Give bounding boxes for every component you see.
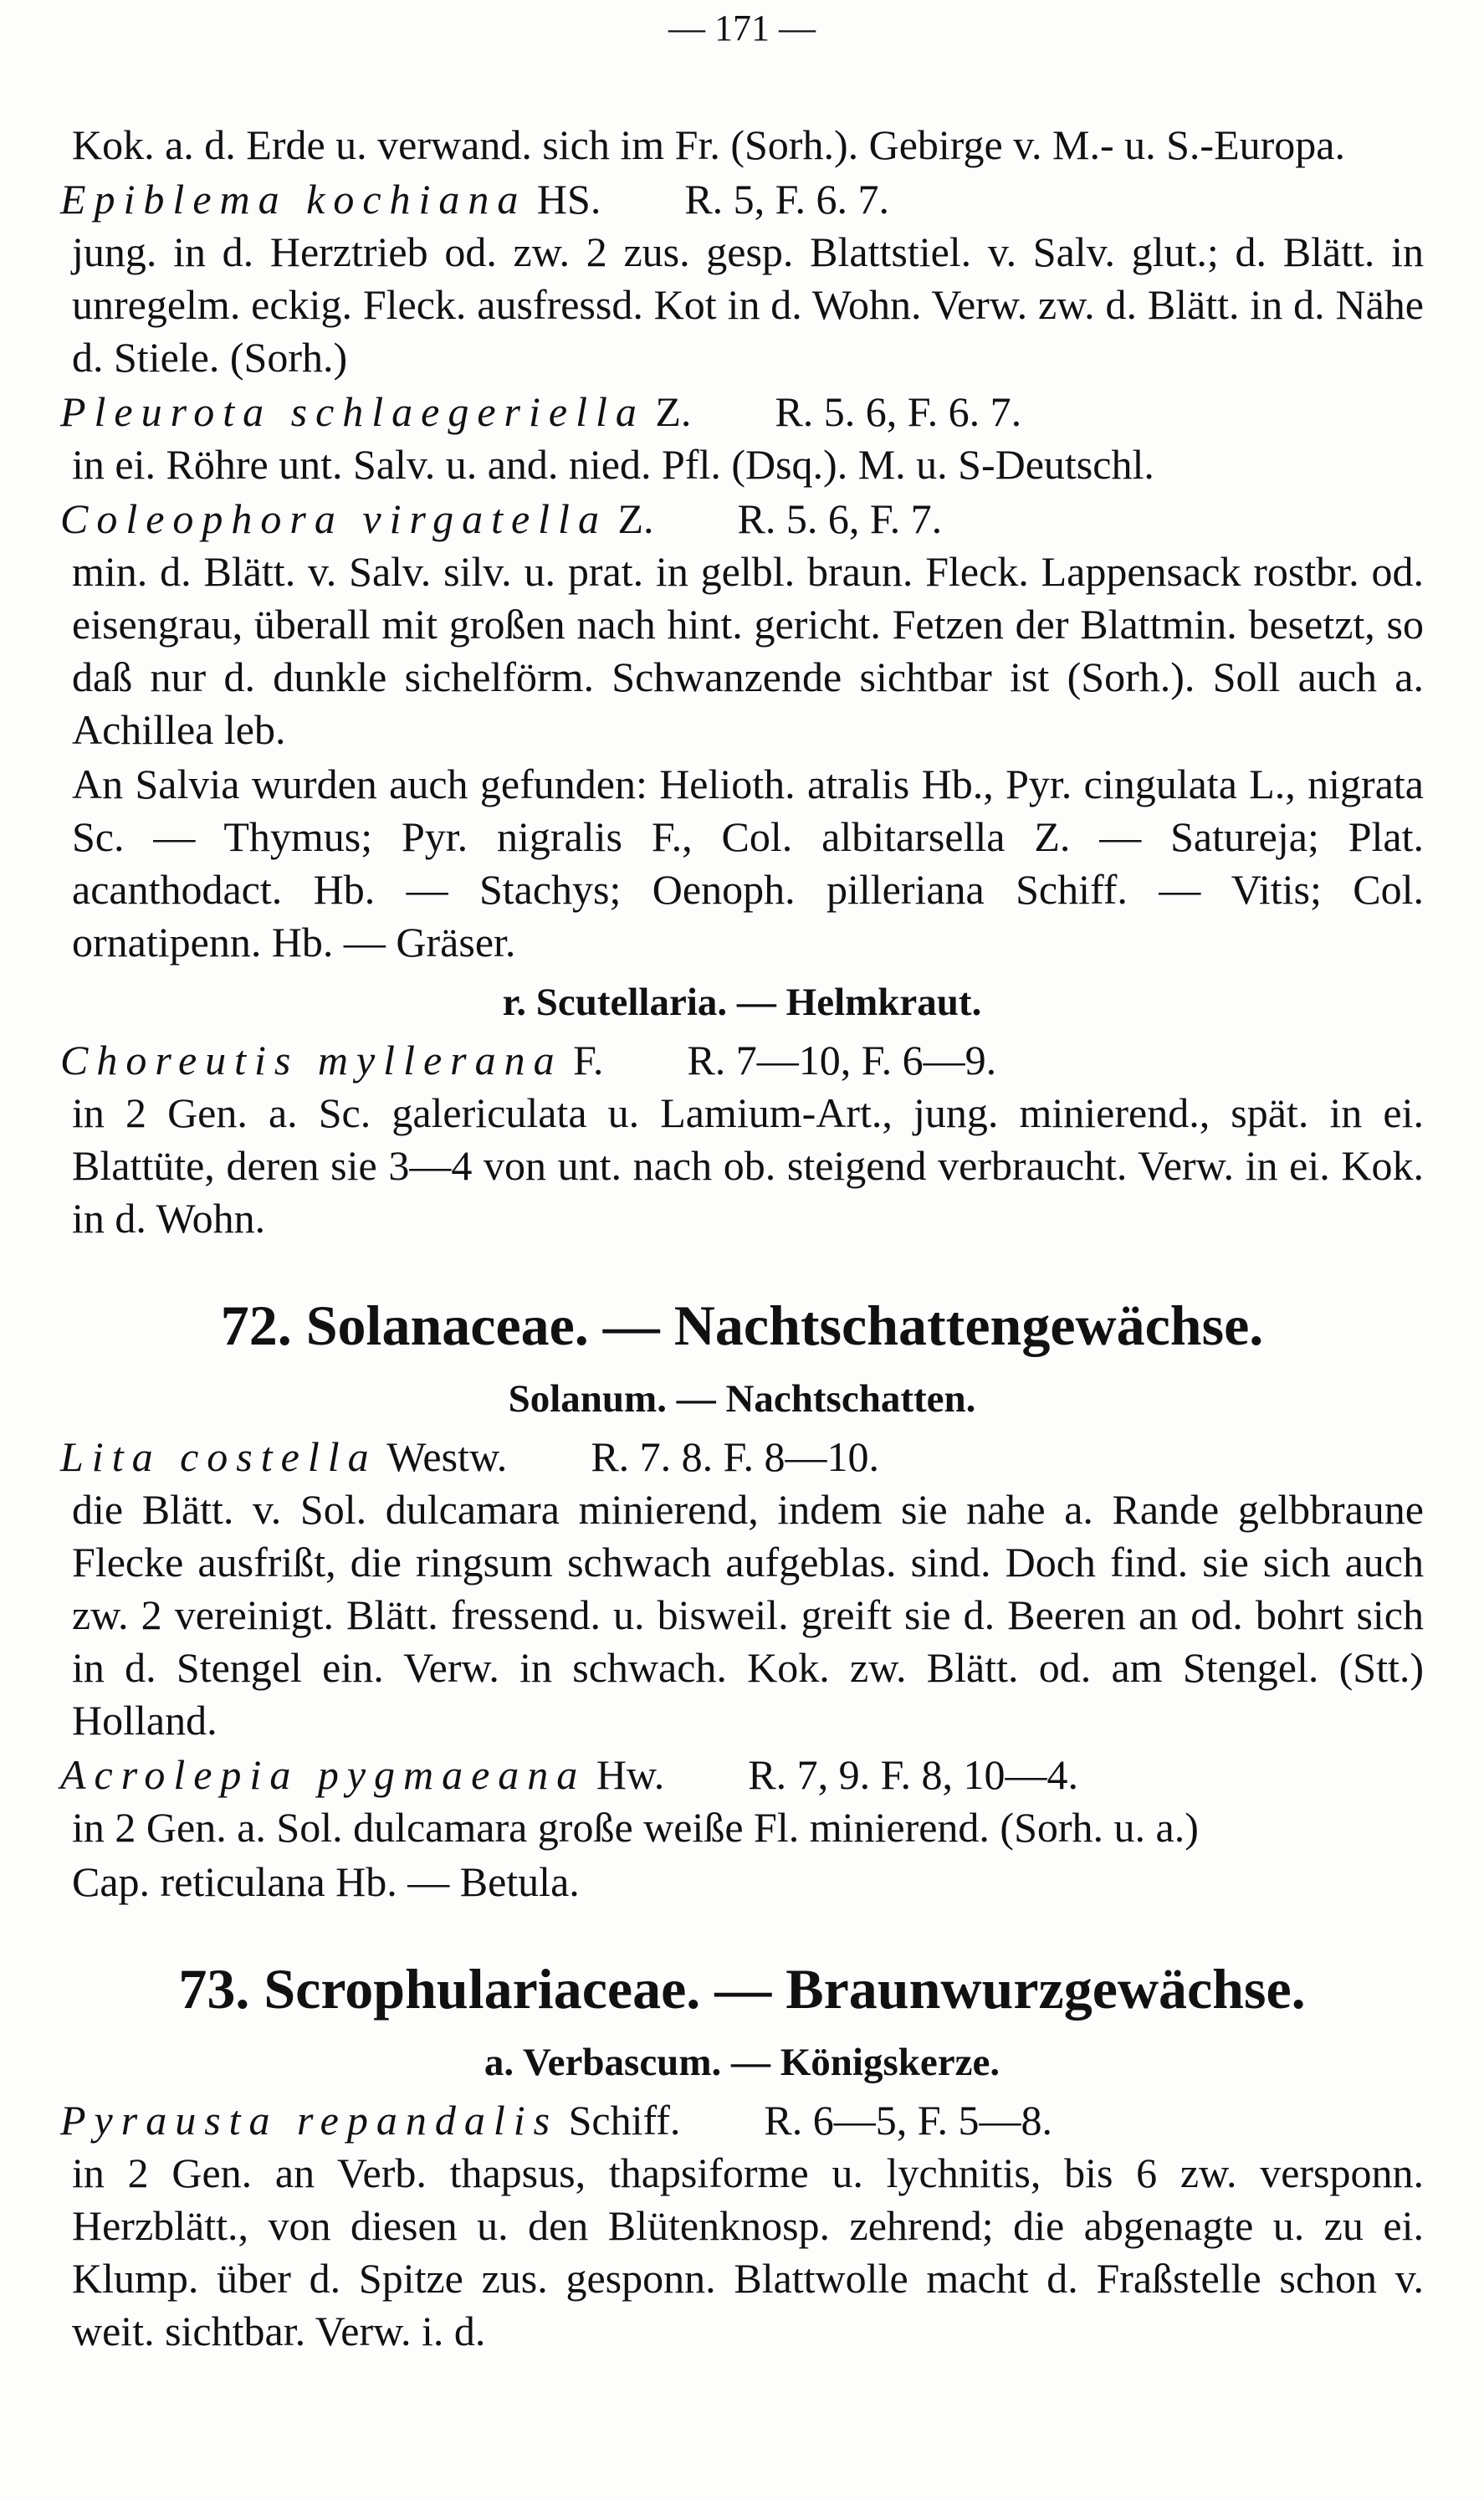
text-body xyxy=(60,117,1424,2358)
species-name: Acrolepia pygmaeana xyxy=(60,1751,586,1798)
species-entry xyxy=(60,493,1424,756)
entry-header xyxy=(60,173,1424,226)
species-entry xyxy=(60,386,1424,491)
species-author: Hw. xyxy=(596,1751,665,1798)
section-heading: 72. Solanaceae. — Nachtschattengewächse. xyxy=(220,1294,1264,1357)
entry-header xyxy=(60,1034,1424,1087)
species-entry xyxy=(60,2094,1424,2358)
body-paragraph: Kok. a. d. Erde u. verwand. sich im Fr. (Sorh.). Gebirge v. M.- u. S.-Europa. xyxy=(72,121,1345,168)
species-name: Coleophora virgatella xyxy=(60,495,607,542)
species-author: Z. xyxy=(655,388,692,435)
section-heading: 73. Scrophulariaceae. — Braunwurzgewächse. xyxy=(178,1957,1306,2021)
species-name: Lita costella xyxy=(60,1433,377,1480)
entry-header xyxy=(60,1431,1424,1483)
body-paragraph: An Salvia wurden auch gefunden: Helioth. atralis Hb., Pyr. cingulata L., nigrata Sc. — Thymus; Pyr. nigralis F., Col. albitarsella Z. — Satureja; Plat. acanthodact. Hb. — Stachys; Oenoph. pilleriana Schiff. — Vitis; Col. ornatipenn. Hb. — Gräser. xyxy=(72,761,1424,966)
species-name: Choreutis myllerana xyxy=(60,1037,563,1084)
entry-description: die Blätt. v. Sol. dulcamara minierend, indem sie nahe a. Rande gelbbraune Flecke ausfrißt, die ringsum schwach aufgeblas. sind. Doch find. sie sich auch zw. 2 vereinigt. Blätt. fressend. u. bisweil. greift sie d. Beeren an od. bohrt sich in d. Stengel ein. Verw. in schwach. Kok. zw. Blätt. od. am Stengel. (Stt.) Holland. xyxy=(72,1486,1424,1744)
entry-header xyxy=(60,1749,1424,1801)
species-author: Schiff. xyxy=(568,2097,681,2144)
species-entry xyxy=(60,1749,1424,1854)
species-name: Pleurota schlaegeriella xyxy=(60,388,645,435)
entry-description: in 2 Gen. an Verb. thapsus, thapsiforme u. lychnitis, bis 6 zw. versponn. Herzblätt., von diesen u. den Blütenknosp. zehrend; die abgenagte u. zu ei. Klump. über d. Spitze zus. gesponn. Blattwolle macht d. Fraßstelle schon v. weit. sichtbar. Verw. i. d. xyxy=(72,2149,1424,2354)
body-paragraph: Cap. reticulana Hb. — Betula. xyxy=(72,1858,580,1905)
entry-description: min. d. Blätt. v. Salv. silv. u. prat. in gelbl. braun. Fleck. Lappensack rostbr. od. eisengrau, überall mit großen nach hint. gericht. Fetzen der Blattmin. besetzt, so daß nur d. dunkle sichelförm. Schwanzende sichtbar ist (Sorh.). Soll auch a. Achillea leb. xyxy=(72,548,1424,753)
species-entry xyxy=(60,1431,1424,1747)
species-name: Pyrausta repandalis xyxy=(60,2097,559,2144)
species-entry xyxy=(60,173,1424,384)
species-name: Epiblema kochiana xyxy=(60,176,527,223)
entry-header xyxy=(60,2094,1424,2147)
species-author: Westw. xyxy=(386,1433,508,1480)
subsection-heading: Solanum. — Nachtschatten. xyxy=(508,1377,976,1421)
flight-period: R. 7, 9. F. 8, 10—4. xyxy=(748,1751,1078,1798)
subsection-heading: a. Verbascum. — Königskerze. xyxy=(484,2041,1000,2084)
flight-period: R. 5. 6, F. 7. xyxy=(737,495,943,542)
page-number: — 171 — xyxy=(668,8,816,49)
entry-description: in ei. Röhre unt. Salv. u. and. nied. Pfl. (Dsq.). M. u. S-Deutschl. xyxy=(72,441,1154,488)
entry-header xyxy=(60,493,1424,546)
flight-period: R. 5, F. 6. 7. xyxy=(684,176,889,223)
species-author: F. xyxy=(573,1037,604,1084)
entry-description: jung. in d. Herztrieb od. zw. 2 zus. gesp. Blattstiel. v. Salv. glut.; d. Blätt. in unregelm. eckig. Fleck. ausfressd. Kot in d. Wohn. Verw. zw. d. Blätt. in d. Nähe d. Stiele. (Sorh.) xyxy=(72,228,1424,381)
entry-header xyxy=(60,386,1424,438)
flight-period: R. 7. 8. F. 8—10. xyxy=(591,1433,879,1480)
species-author: Z. xyxy=(617,495,654,542)
entry-description: in 2 Gen. a. Sc. galericulata u. Lamium-Art., jung. minierend., spät. in ei. Blattüte, deren sie 3—4 von unt. nach ob. steigend verbraucht. Verw. in ei. Kok. in d. Wohn. xyxy=(72,1089,1424,1242)
entry-description: in 2 Gen. a. Sol. dulcamara große weiße Fl. minierend. (Sorh. u. a.) xyxy=(72,1804,1199,1851)
subsection-heading: r. Scutellaria. — Helmkraut. xyxy=(502,981,982,1024)
species-author: HS. xyxy=(536,176,601,223)
flight-period: R. 6—5, F. 5—8. xyxy=(764,2097,1053,2144)
flight-period: R. 7—10, F. 6—9. xyxy=(687,1037,997,1084)
species-entry xyxy=(60,1034,1424,1245)
flight-period: R. 5. 6, F. 6. 7. xyxy=(775,388,1022,435)
